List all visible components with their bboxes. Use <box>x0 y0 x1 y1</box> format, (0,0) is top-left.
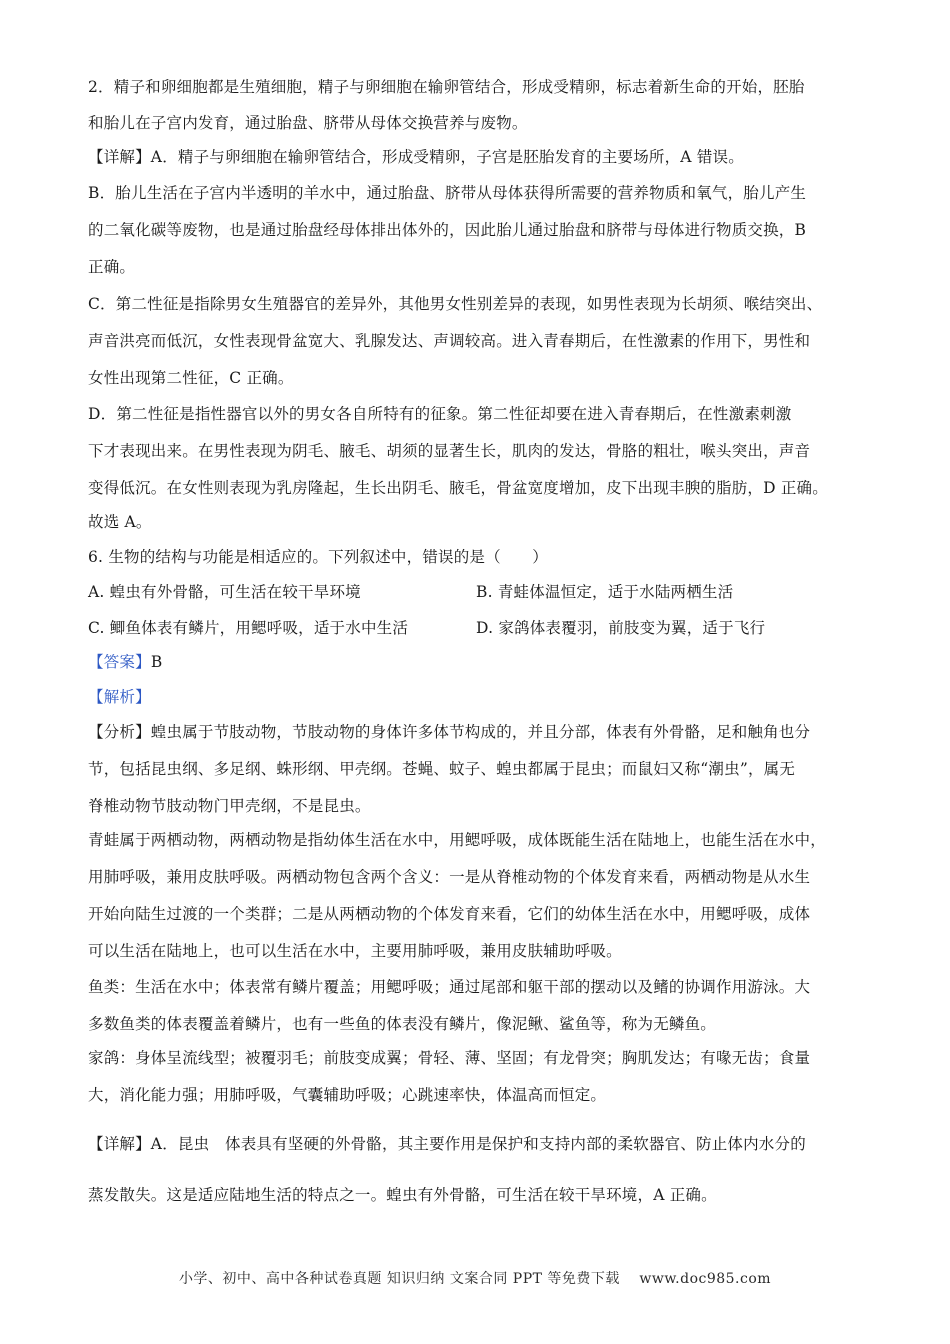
analysis-tag: 【解析】 <box>88 688 151 706</box>
analysis-line: 多数鱼类的体表覆盖着鳞片，也有一些鱼的体表没有鳞片，像泥鳅、鲨鱼等，称为无鳞鱼。 <box>88 1015 717 1033</box>
analysis-line: 大，消化能力强；用肺呼吸，气囊辅助呼吸；心跳速率快，体温高而恒定。 <box>88 1086 607 1104</box>
text-line: D．第二性征是指性器官以外的男女各自所特有的征象。第二性征却要在进入青春期后，在性激素刺激 <box>88 405 792 423</box>
analysis-line: 可以生活在陆地上，也可以生活在水中，主要用肺呼吸，兼用皮肤辅助呼吸。 <box>88 942 622 960</box>
text-line: 变得低沉。在女性则表现为乳房隆起，生长出阴毛、腋毛，骨盆宽度增加，皮下出现丰腴的脂肪，D 正确。 <box>88 479 828 497</box>
answer-line <box>88 651 878 673</box>
text-line: 【详解】A．精子与卵细胞在输卵管结合，形成受精卵，子宫是胚胎发育的主要场所，A 错误。 <box>88 148 744 166</box>
analysis-line: 家鸽：身体呈流线型；被覆羽毛；前肢变成翼；骨轻、薄、坚固；有龙骨突；胸肌发达；有喙无齿；食量 <box>88 1049 811 1067</box>
text-line: 下才表现出来。在男性表现为阴毛、腋毛、胡须的显著生长，肌肉的发达，骨胳的粗壮，喉头突出，声音 <box>88 442 811 460</box>
analysis-line: 用肺呼吸，兼用皮肤呼吸。两栖动物包含两个含义：一是从脊椎动物的个体发育来看，两栖动物是从水生 <box>88 868 811 886</box>
question-stem: 6. 生物的结构与功能是相适应的。下列叙述中，错误的是（ ） <box>88 548 548 566</box>
page-footer: 小学、初中、高中各种试卷真题 知识归纳 文案合同 PPT 等免费下载 www.doc985.com <box>178 1271 772 1287</box>
text-line: 2．精子和卵细胞都是生殖细胞，精子与卵细胞在输卵管结合，形成受精卵，标志着新生命的开始，胚胎 <box>88 78 805 96</box>
option-c: C. 鲫鱼体表有鳞片，用鳃呼吸，适于水中生活 <box>88 619 409 637</box>
text-line: C．第二性征是指除男女生殖器官的差异外，其他男女性别差异的表现，如男性表现为长胡须、喉结突出、 <box>88 295 823 313</box>
text-line: B．胎儿生活在子宫内半透明的羊水中，通过胎盘、脐带从母体获得所需要的营养物质和氧气，胎儿产生 <box>88 184 807 202</box>
analysis-line: 青蛙属于两栖动物，两栖动物是指幼体生活在水中，用鳃呼吸，成体既能生活在陆地上，也能生活在水中， <box>88 831 826 849</box>
text-line: 正确。 <box>88 258 136 276</box>
detail-line: 【详解】A．昆虫 体表具有坚硬的外骨骼，其主要作用是保护和支持内部的柔软器官、防止体内水分的 <box>88 1135 806 1153</box>
text-line: 故选 A。 <box>88 513 152 531</box>
option-b: B. 青蛙体温恒定，适于水陆两栖生活 <box>476 583 734 601</box>
answer-tag: 【答案】 <box>88 653 151 671</box>
text-line: 声音洪亮而低沉，女性表现骨盆宽大、乳腺发达、声调较高。进入青春期后，在性激素的作用下，男性和 <box>88 332 811 350</box>
analysis-line: 【分析】蝗虫属于节肢动物，节肢动物的身体许多体节构成的，并且分部，体表有外骨骼，足和触角也分 <box>88 723 811 741</box>
analysis-line: 开始向陆生过渡的一个类群；二是从两栖动物的个体发育来看，它们的幼体生活在水中，用鳃呼吸，成体 <box>88 905 811 923</box>
text-line: 女性出现第二性征，C 正确。 <box>88 369 294 387</box>
analysis-line: 节，包括昆虫纲、多足纲、蛛形纲、甲壳纲。苍蝇、蚊子、蝗虫都属于昆虫；而鼠妇又称“潮虫”，属无 <box>88 760 796 778</box>
text-line: 和胎儿在子宫内发育，通过胎盘、脐带从母体交换营养与废物。 <box>88 114 528 132</box>
detail-line: 蒸发散失。这是适应陆地生活的特点之一。蝗虫有外骨骼，可生活在较干旱环境，A 正确。 <box>88 1186 717 1204</box>
answer-value: B <box>150 653 163 671</box>
analysis-line: 鱼类：生活在水中；体表常有鳞片覆盖；用鳃呼吸；通过尾部和躯干部的摆动以及鳍的协调作用游泳。大 <box>88 978 811 996</box>
analysis-line: 脊椎动物节肢动物门甲壳纲，不是昆虫。 <box>88 797 371 815</box>
option-d: D. 家鸽体表覆羽，前肢变为翼，适于飞行 <box>476 619 766 637</box>
option-a: A. 蝗虫有外骨骼，可生活在较干旱环境 <box>88 583 361 601</box>
text-line: 的二氧化碳等废物，也是通过胎盘经母体排出体外的，因此胎儿通过胎盘和脐带与母体进行物质交换，B <box>88 221 807 239</box>
